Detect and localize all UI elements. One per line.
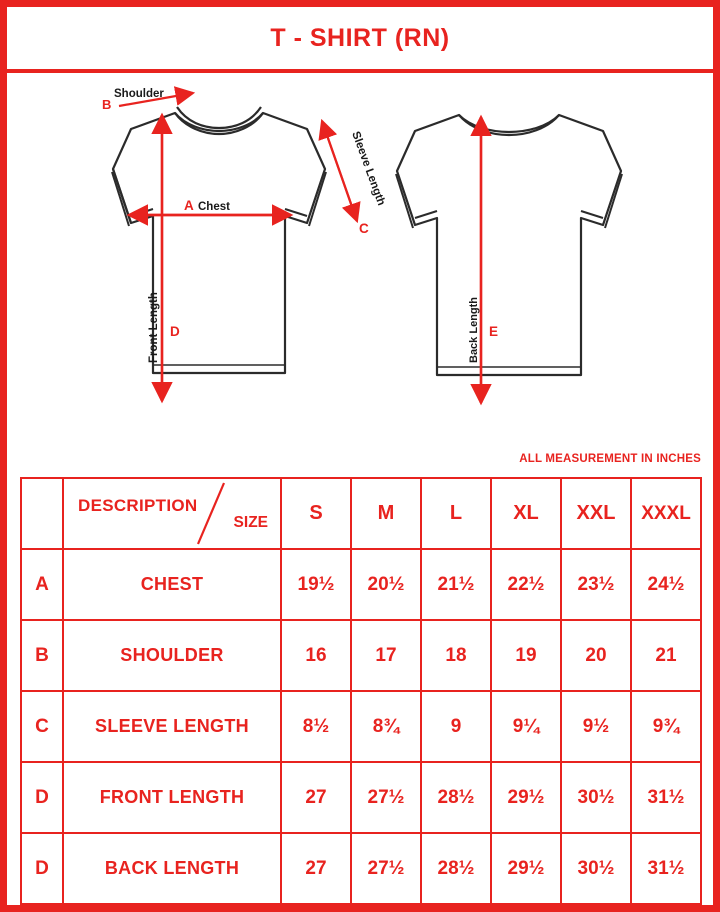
t-shirt-back-view — [396, 115, 622, 375]
row-description-front-length: FRONT LENGTH — [63, 762, 281, 833]
cell-shoulder-s: 16 — [281, 620, 351, 691]
front-length-text-label: Front Length — [148, 292, 160, 363]
row-description-shoulder: SHOULDER — [63, 620, 281, 691]
header-size-l: L — [421, 478, 491, 549]
chest-text-label: Chest — [198, 201, 230, 213]
measurement-units-note: ALL MEASUREMENT IN INCHES — [519, 453, 701, 465]
chest-letter-label: A — [184, 198, 194, 213]
cell-sleeve-l: 9 — [421, 691, 491, 762]
row-description-back-length: BACK LENGTH — [63, 833, 281, 904]
cell-sleeve-xl: 9¼ — [491, 691, 561, 762]
cell-front-m: 27½ — [351, 762, 421, 833]
header-size-label: SIZE — [233, 514, 268, 531]
front-letter-label: D — [170, 324, 180, 339]
cell-sleeve-m: 8¾ — [351, 691, 421, 762]
cell-front-xxl: 30½ — [561, 762, 631, 833]
row-key-b: B — [21, 620, 63, 691]
cell-back-xl: 29½ — [491, 833, 561, 904]
tshirt-diagram-svg — [7, 73, 713, 473]
cell-chest-xxl: 23½ — [561, 549, 631, 620]
row-key-d-back: D — [21, 833, 63, 904]
cell-shoulder-m: 17 — [351, 620, 421, 691]
cell-back-m: 27½ — [351, 833, 421, 904]
row-description-sleeve-length: SLEEVE LENGTH — [63, 691, 281, 762]
cell-shoulder-xxxl: 21 — [631, 620, 701, 691]
header-size-xxxl: XXXL — [631, 478, 701, 549]
sleeve-length-text-label: Sleeve Length — [349, 129, 388, 208]
row-description-chest: CHEST — [63, 549, 281, 620]
row-key-a: A — [21, 549, 63, 620]
cell-front-xxxl: 31½ — [631, 762, 701, 833]
cell-chest-m: 20½ — [351, 549, 421, 620]
table-row — [21, 620, 701, 691]
header-size-s: S — [281, 478, 351, 549]
cell-back-xxl: 30½ — [561, 833, 631, 904]
size-table — [20, 477, 702, 905]
cell-shoulder-xxl: 20 — [561, 620, 631, 691]
t-shirt-front-view — [112, 107, 326, 373]
header-size-xxl: XXL — [561, 478, 631, 549]
cell-back-xxxl: 31½ — [631, 833, 701, 904]
header-description-label: DESCRIPTION — [78, 496, 198, 515]
table-header-row — [21, 478, 701, 549]
cell-sleeve-xxl: 9½ — [561, 691, 631, 762]
table-row — [21, 762, 701, 833]
cell-sleeve-xxxl: 9¾ — [631, 691, 701, 762]
cell-front-xl: 29½ — [491, 762, 561, 833]
back-length-text-label: Back Length — [468, 296, 480, 363]
page-title: T - SHIRT (RN) — [270, 23, 450, 52]
cell-back-l: 28½ — [421, 833, 491, 904]
cell-shoulder-l: 18 — [421, 620, 491, 691]
cell-back-s: 27 — [281, 833, 351, 904]
back-letter-label: E — [489, 324, 499, 339]
size-table-wrapper — [20, 477, 700, 905]
cell-chest-xxxl: 24½ — [631, 549, 701, 620]
cell-chest-s: 19½ — [281, 549, 351, 620]
table-row — [21, 691, 701, 762]
table-row — [21, 833, 701, 904]
tshirt-diagram — [7, 73, 713, 473]
row-key-d-front: D — [21, 762, 63, 833]
cell-chest-l: 21½ — [421, 549, 491, 620]
sleeve-letter-label: C — [359, 221, 369, 236]
header-key-cell — [21, 478, 63, 549]
cell-sleeve-s: 8½ — [281, 691, 351, 762]
row-key-c: C — [21, 691, 63, 762]
shoulder-letter-label: B — [102, 97, 112, 112]
header-size-m: M — [351, 478, 421, 549]
header-size-xl: XL — [491, 478, 561, 549]
cell-front-s: 27 — [281, 762, 351, 833]
shoulder-text-label: Shoulder — [114, 88, 164, 100]
table-row — [21, 549, 701, 620]
cell-chest-xl: 22½ — [491, 549, 561, 620]
cell-front-l: 28½ — [421, 762, 491, 833]
header-description-size-cell — [63, 478, 281, 549]
cell-shoulder-xl: 19 — [491, 620, 561, 691]
title-bar — [7, 7, 713, 73]
